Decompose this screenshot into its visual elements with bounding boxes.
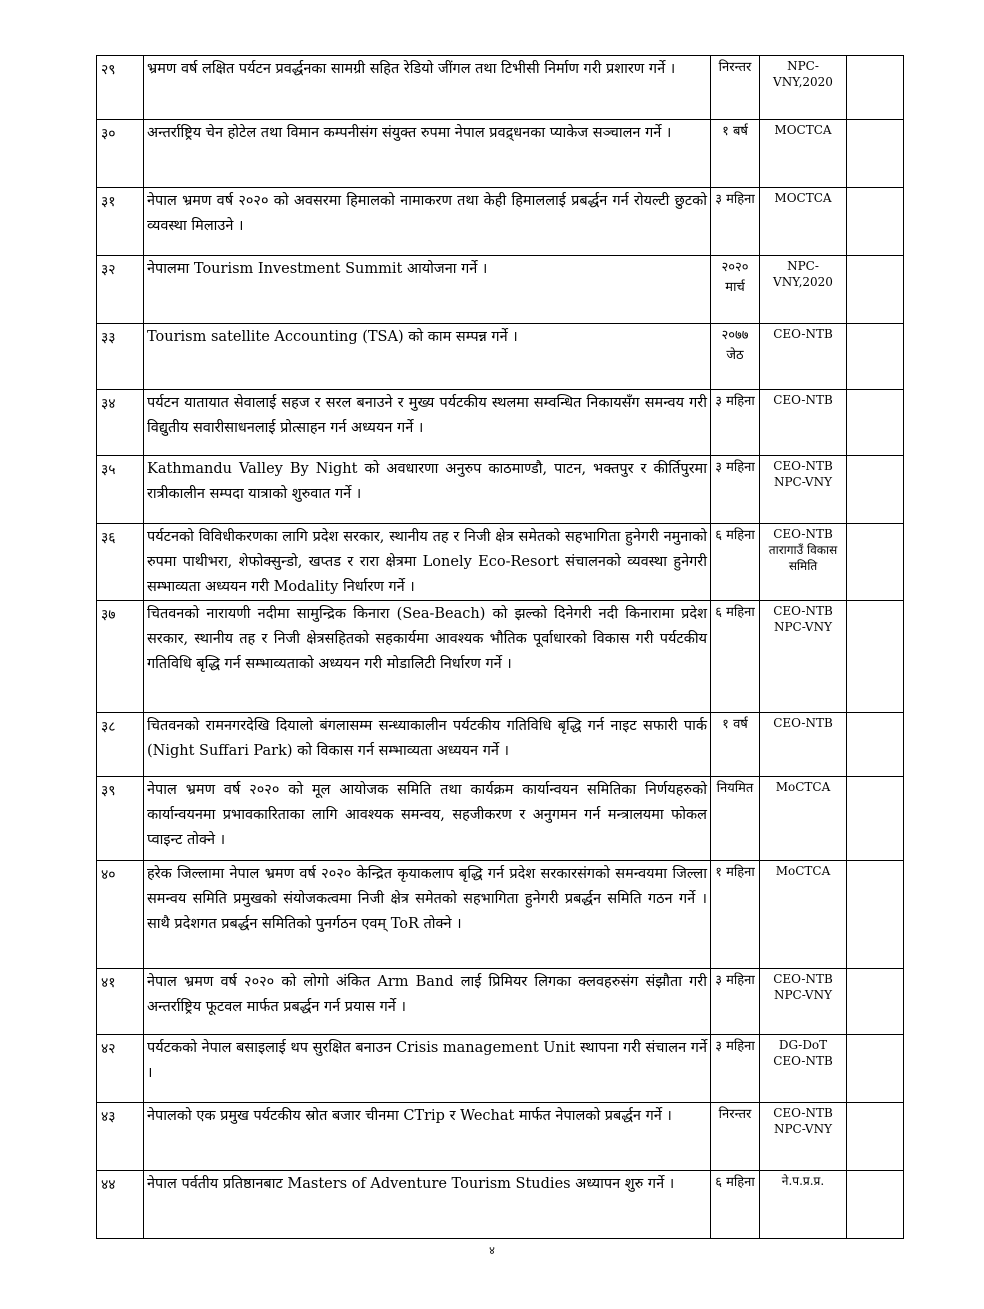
task-description: पर्यटनको विविधीकरणका लागि प्रदेश सरकार, स्थानीय तह र निजी क्षेत्र समेतको सहभागिता हुनेगरी नमुनाको रुपमा पाथीभरा, शेफोक्सुन्डो, खप्तड र रारा क्षेत्रमा Lonely Eco-Resort संचालनको व्यवस्था हुनेगरी सम्भाव्यता अध्ययन गरी Modality निर्धारण गर्ने । xyxy=(144,524,711,601)
responsible-agency xyxy=(760,524,847,601)
timeframe: निरन्तर xyxy=(711,56,760,120)
responsible-line: CEO-NTB xyxy=(773,327,833,341)
responsible-agency xyxy=(760,1103,847,1171)
row-number: ३८ xyxy=(97,713,144,777)
task-description: चितवनको रामनगरदेखि दियालो बंगलासम्म सन्ध्याकालीन पर्यटकीय गतिविधि बृद्धि गर्न नाइट सफारी पार्क (Night Suffari Park) को विकास गर्न सम्भाव्यता अध्ययन गर्ने । xyxy=(144,713,711,777)
responsible-agency xyxy=(760,390,847,456)
action-plan-table xyxy=(96,55,904,1239)
timeframe: ३ महिना xyxy=(711,456,760,524)
table-row xyxy=(97,601,904,713)
remarks-cell xyxy=(847,861,904,969)
task-description: नेपाल भ्रमण वर्ष २०२० को अवसरमा हिमालको नामाकरण तथा केही हिमाललाई प्रबर्द्धन गर्न रोयल्टी छुटको व्यवस्था मिलाउने । xyxy=(144,188,711,256)
remarks-cell xyxy=(847,601,904,713)
responsible-line: NPC- xyxy=(787,59,819,73)
responsible-line: NPC-VNY xyxy=(773,1122,833,1136)
responsible-line: ने.प.प्र.प्र. xyxy=(781,1174,825,1188)
task-description: नेपालको एक प्रमुख पर्यटकीय स्रोत बजार चीनमा CTrip र Wechat मार्फत नेपालको प्रबर्द्धन गर्ने । xyxy=(144,1103,711,1171)
timeframe: ६ महिना xyxy=(711,1171,760,1239)
table-row xyxy=(97,524,904,601)
timeframe: २०२० मार्च xyxy=(711,256,760,324)
responsible-line: CEO-NTB xyxy=(773,972,833,986)
table-row xyxy=(97,861,904,969)
responsible-line: NPC-VNY xyxy=(773,475,833,489)
remarks-cell xyxy=(847,777,904,861)
remarks-cell xyxy=(847,456,904,524)
task-description: Kathmandu Valley By Night को अवधारणा अनुरुप काठमाण्डौ, पाटन, भक्तपुर र कीर्तिपुरमा रात्रीकालीन सम्पदा यात्राको शुरुवात गर्ने । xyxy=(144,456,711,524)
timeframe: १ वर्ष xyxy=(711,713,760,777)
responsible-agency xyxy=(760,601,847,713)
table-row xyxy=(97,120,904,188)
row-number: ३७ xyxy=(97,601,144,713)
responsible-agency xyxy=(760,256,847,324)
remarks-cell xyxy=(847,969,904,1035)
remarks-cell xyxy=(847,713,904,777)
page-number: ४ xyxy=(489,1244,495,1257)
responsible-line: CEO-NTB xyxy=(773,393,833,407)
table-body xyxy=(97,56,904,1239)
remarks-cell xyxy=(847,524,904,601)
timeframe: ३ महिना xyxy=(711,188,760,256)
row-number: ४० xyxy=(97,861,144,969)
timeframe: २०७७ जेठ xyxy=(711,324,760,390)
table-row xyxy=(97,713,904,777)
task-description: भ्रमण वर्ष लक्षित पर्यटन प्रवर्द्धनका सामग्री सहित रेडियो जींगल तथा टिभीसी निर्माण गरी प्रशारण गर्ने । xyxy=(144,56,711,120)
task-description: हरेक जिल्लामा नेपाल भ्रमण वर्ष २०२० केन्द्रित कृयाकलाप बृद्धि गर्न प्रदेश सरकारसंगको समन्वयमा जिल्ला समन्वय समिति प्रमुखको संयोजकत्वमा निजी क्षेत्र समेतको सहभागिता हुनेगरी प्रबर्द्धन समिति गठन गर्ने । साथै प्रदेशगत प्रबर्द्धन समितिको पुनर्गठन एवम् ToR तोक्ने । xyxy=(144,861,711,969)
row-number: ४२ xyxy=(97,1035,144,1103)
table-row xyxy=(97,1171,904,1239)
responsible-agency xyxy=(760,1171,847,1239)
row-number: ४१ xyxy=(97,969,144,1035)
task-description: नेपालमा Tourism Investment Summit आयोजना गर्ने । xyxy=(144,256,711,324)
row-number: ३४ xyxy=(97,390,144,456)
responsible-line: MOCTCA xyxy=(774,123,832,137)
responsible-agency xyxy=(760,777,847,861)
responsible-agency xyxy=(760,56,847,120)
table-row xyxy=(97,1035,904,1103)
responsible-agency xyxy=(760,324,847,390)
responsible-line: VNY,2020 xyxy=(773,275,833,289)
timeframe: ३ महिना xyxy=(711,969,760,1035)
timeframe: निरन्तर xyxy=(711,1103,760,1171)
responsible-agency xyxy=(760,1035,847,1103)
table-row xyxy=(97,1103,904,1171)
responsible-agency xyxy=(760,713,847,777)
row-number: ३५ xyxy=(97,456,144,524)
table-row xyxy=(97,56,904,120)
row-number: ४३ xyxy=(97,1103,144,1171)
responsible-line: CEO-NTB xyxy=(773,459,833,473)
row-number: ३६ xyxy=(97,524,144,601)
row-number: ३१ xyxy=(97,188,144,256)
row-number: ३२ xyxy=(97,256,144,324)
responsible-line: VNY,2020 xyxy=(773,75,833,89)
timeframe: ६ महिना xyxy=(711,601,760,713)
responsible-line: CEO-NTB xyxy=(773,1054,833,1068)
remarks-cell xyxy=(847,1171,904,1239)
responsible-agency xyxy=(760,861,847,969)
responsible-line: MOCTCA xyxy=(774,191,832,205)
timeframe: १ बर्ष xyxy=(711,120,760,188)
remarks-cell xyxy=(847,324,904,390)
table-row xyxy=(97,324,904,390)
table-row xyxy=(97,390,904,456)
responsible-line: तारागाउँ विकास समिति xyxy=(768,543,838,573)
task-description: पर्यटकको नेपाल बसाइलाई थप सुरक्षित बनाउन Crisis management Unit स्थापना गरी संचालन गर्ने । xyxy=(144,1035,711,1103)
table-row xyxy=(97,777,904,861)
row-number: ३० xyxy=(97,120,144,188)
timeframe: नियमित xyxy=(711,777,760,861)
responsible-line: CEO-NTB xyxy=(773,604,833,618)
table-row xyxy=(97,456,904,524)
remarks-cell xyxy=(847,120,904,188)
row-number: २९ xyxy=(97,56,144,120)
responsible-line: NPC-VNY xyxy=(773,620,833,634)
remarks-cell xyxy=(847,1103,904,1171)
row-number: ३९ xyxy=(97,777,144,861)
responsible-line: MoCTCA xyxy=(775,780,831,794)
responsible-line: NPC-VNY xyxy=(773,988,833,1002)
timeframe: १ महिना xyxy=(711,861,760,969)
responsible-line: MoCTCA xyxy=(775,864,831,878)
task-description: नेपाल पर्वतीय प्रतिष्ठानबाट Masters of Adventure Tourism Studies अध्यापन शुरु गर्ने । xyxy=(144,1171,711,1239)
remarks-cell xyxy=(847,390,904,456)
responsible-line: CEO-NTB xyxy=(773,716,833,730)
responsible-agency xyxy=(760,969,847,1035)
table-row xyxy=(97,969,904,1035)
remarks-cell xyxy=(847,188,904,256)
responsible-agency xyxy=(760,120,847,188)
timeframe: ६ महिना xyxy=(711,524,760,601)
task-description: अन्तर्राष्ट्रिय चेन होटेल तथा विमान कम्पनीसंग संयुक्त रुपमा नेपाल प्रवद्र्धनका प्याकेज सञ्चालन गर्ने । xyxy=(144,120,711,188)
timeframe: ३ महिना xyxy=(711,390,760,456)
remarks-cell xyxy=(847,56,904,120)
task-description: चितवनको नारायणी नदीमा सामुन्द्रिक किनारा (Sea-Beach) को झल्को दिनेगरी नदी किनारामा प्रदेश सरकार, स्थानीय तह र निजी क्षेत्रसहितको सहकार्यमा आवश्यक भौतिक पूर्वाधारको विकास गरी पर्यटकीय गतिविधि बृद्धि गर्न सम्भाव्यताको अध्ययन गरी मोडालिटी निर्धारण गर्ने । xyxy=(144,601,711,713)
row-number: ४४ xyxy=(97,1171,144,1239)
timeframe: ३ महिना xyxy=(711,1035,760,1103)
table-row xyxy=(97,188,904,256)
responsible-line: NPC- xyxy=(787,259,819,273)
responsible-line: CEO-NTB xyxy=(773,1106,833,1120)
task-description: पर्यटन यातायात सेवालाई सहज र सरल बनाउने र मुख्य पर्यटकीय स्थलमा सम्वन्धित निकायसँग समन्वय गरी विद्युतीय सवारीसाधनलाई प्रोत्साहन गर्न अध्ययन गर्ने । xyxy=(144,390,711,456)
remarks-cell xyxy=(847,1035,904,1103)
table-row xyxy=(97,256,904,324)
remarks-cell xyxy=(847,256,904,324)
task-description: नेपाल भ्रमण वर्ष २०२० को मूल आयोजक समिति तथा कार्यक्रम कार्यान्वयन समितिका निर्णयहरुको कार्यान्वयनमा प्रभावकारिताका लागि आवश्यक समन्वय, सहजीकरण र अनुगमन गर्न मन्त्रालयमा फोकल प्वाइन्ट तोक्ने । xyxy=(144,777,711,861)
responsible-line: DG-DoT xyxy=(778,1038,828,1052)
responsible-agency xyxy=(760,188,847,256)
task-description: Tourism satellite Accounting (TSA) को काम सम्पन्न गर्ने । xyxy=(144,324,711,390)
row-number: ३३ xyxy=(97,324,144,390)
responsible-agency xyxy=(760,456,847,524)
responsible-line: CEO-NTB xyxy=(773,527,833,541)
task-description: नेपाल भ्रमण वर्ष २०२० को लोगो अंकित Arm Band लाई प्रिमियर लिगका क्लवहरुसंग संझौता गरी अन्तर्राष्ट्रिय फूटवल मार्फत प्रबर्द्धन गर्न प्रयास गर्ने । xyxy=(144,969,711,1035)
